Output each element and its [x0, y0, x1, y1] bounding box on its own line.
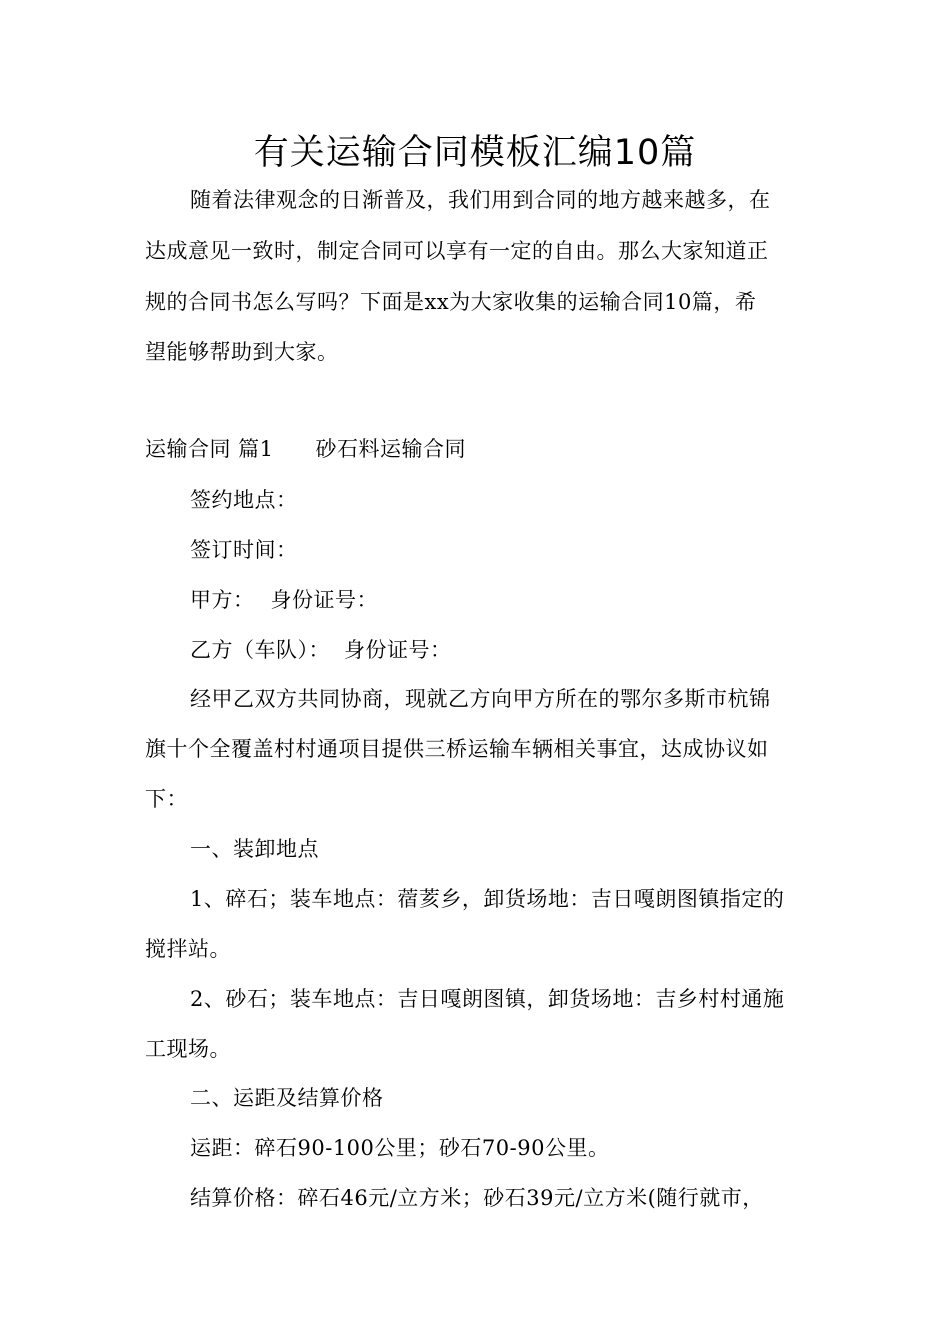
agreement-line-1: 经甲乙双方共同协商，现就乙方向甲方所在的鄂尔多斯市杭锦: [190, 687, 771, 711]
sign-time-field: 签订时间：: [190, 538, 298, 562]
intro-line-3: 规的合同书怎么写吗？下面是xx为大家收集的运输合同10篇，希: [145, 290, 757, 314]
agreement-line-2: 旗十个全覆盖村村通项目提供三桥运输车辆相关事宜，达成协议如: [145, 737, 769, 761]
clause1-item1-line1: 1、碎石；装车地点：蓿荄乡，卸货场地：吉日嘎朗图镇指定的: [190, 887, 785, 911]
sign-place-field: 签约地点：: [190, 488, 298, 512]
party-a-label: 甲方：: [190, 588, 255, 612]
party-a-row: [190, 585, 860, 615]
section-heading: [145, 434, 815, 464]
party-b-id-label: 身份证号：: [344, 638, 452, 662]
clause2-distance: 运距：碎石90-100公里；砂石70-90公里。: [190, 1136, 610, 1160]
party-a-id-label: 身份证号：: [270, 588, 378, 612]
section-heading-label: 运输合同 篇1: [145, 437, 274, 461]
agreement-line-3: 下：: [145, 787, 188, 811]
clause1-item1-line2: 搅拌站。: [145, 937, 231, 961]
intro-line-2: 达成意见一致时，制定合同可以享有一定的自由。那么大家知道正: [145, 239, 769, 263]
clause1-item2-line1: 2、砂石；装车地点：吉日嘎朗图镇，卸货场地：吉乡村村通施: [190, 987, 785, 1011]
document-title: 有关运输合同模板汇编10篇: [253, 133, 697, 173]
party-b-row: [190, 635, 860, 665]
party-b-label: 乙方（车队）：: [190, 638, 330, 662]
intro-line-1: 随着法律观念的日渐普及，我们用到合同的地方越来越多，在: [190, 188, 771, 212]
clause2-price: 结算价格：碎石46元/立方米；砂石39元/立方米(随行就市，: [190, 1186, 764, 1210]
intro-line-4: 望能够帮助到大家。: [145, 340, 339, 364]
clause2-heading: 二、运距及结算价格: [190, 1086, 384, 1110]
clause1-heading: 一、装卸地点: [190, 837, 319, 861]
clause1-item2-line2: 工现场。: [145, 1037, 231, 1061]
section-heading-subtitle: 砂石料运输合同: [315, 437, 467, 461]
